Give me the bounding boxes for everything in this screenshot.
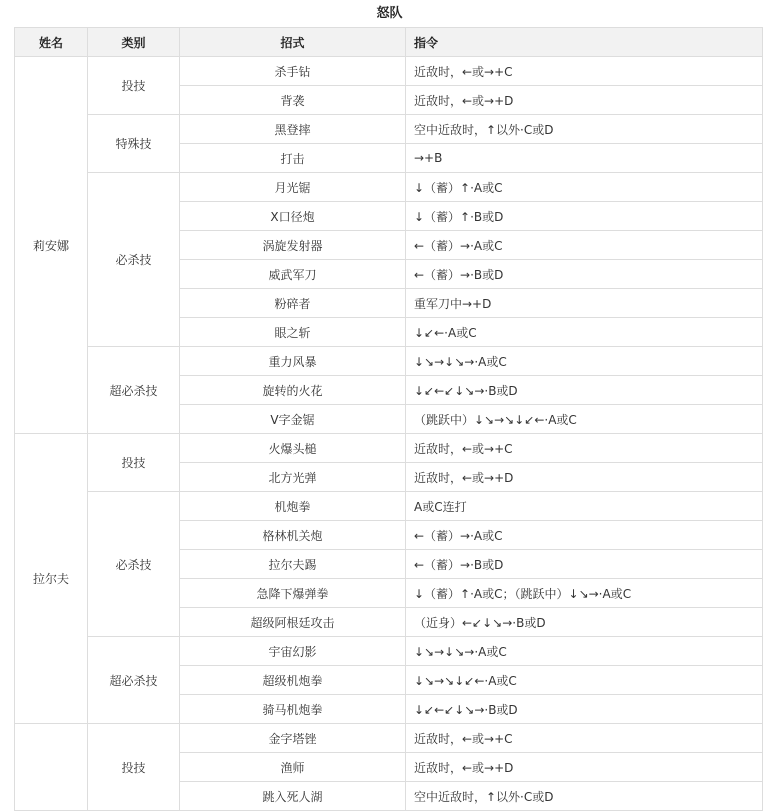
- command-cell: ←（蓄）→·A或C: [406, 231, 763, 260]
- command-cell: ←（蓄）→·B或D: [406, 260, 763, 289]
- command-cell: ↓↙←·A或C: [406, 318, 763, 347]
- header-move: 招式: [180, 28, 406, 57]
- command-cell: ←（蓄）→·A或C: [406, 521, 763, 550]
- command-cell: ↓↙←↙↓↘→·B或D: [406, 695, 763, 724]
- table-row: [15, 115, 763, 144]
- move-name-cell: 涡旋发射器: [180, 231, 406, 260]
- command-cell: 近敌时，←或→+C: [406, 57, 763, 86]
- command-cell: 重军刀中→+D: [406, 289, 763, 318]
- move-name-cell: 背袭: [180, 86, 406, 115]
- move-name-cell: 超级阿根廷攻击: [180, 608, 406, 637]
- move-name-cell: 格林机关炮: [180, 521, 406, 550]
- move-name-cell: 杀手钻: [180, 57, 406, 86]
- move-name-cell: 拉尔夫踢: [180, 550, 406, 579]
- category-cell: 超必杀技: [88, 637, 180, 724]
- table-caption: 怒队: [376, 6, 403, 21]
- category-cell: 投技: [88, 724, 180, 811]
- character-name-cell: 莉安娜: [15, 57, 88, 434]
- command-cell: 近敌时，←或→+C: [406, 724, 763, 753]
- category-cell: 超必杀技: [88, 347, 180, 434]
- command-cell: 近敌时，←或→+D: [406, 753, 763, 782]
- command-cell: 空中近敌时，↑以外·C或D: [406, 115, 763, 144]
- category-cell: 必杀技: [88, 492, 180, 637]
- move-list-body: [15, 57, 763, 811]
- header-category: 类别: [88, 28, 180, 57]
- command-cell: →+B: [406, 144, 763, 173]
- command-cell: 近敌时，←或→+C: [406, 434, 763, 463]
- command-cell: A或C连打: [406, 492, 763, 521]
- table-row: [15, 637, 763, 666]
- character-name-cell: 拉尔夫: [15, 434, 88, 724]
- move-name-cell: 眼之斩: [180, 318, 406, 347]
- table-row: [15, 492, 763, 521]
- command-cell: ↓↘→↓↘→·A或C: [406, 347, 763, 376]
- table-row: [15, 724, 763, 753]
- move-name-cell: 超级机炮拳: [180, 666, 406, 695]
- character-name-cell: [15, 724, 88, 811]
- category-cell: 投技: [88, 434, 180, 492]
- move-name-cell: 急降下爆弹拳: [180, 579, 406, 608]
- move-name-cell: 跳入死人湖: [180, 782, 406, 811]
- move-name-cell: 月光锯: [180, 173, 406, 202]
- command-cell: ↓（蓄）↑·A或C；（跳跃中）↓↘→·A或C: [406, 579, 763, 608]
- header-command: 指令: [406, 28, 763, 57]
- command-cell: 近敌时，←或→+D: [406, 463, 763, 492]
- category-cell: 投技: [88, 57, 180, 115]
- table-row: [15, 57, 763, 86]
- command-cell: ←（蓄）→·B或D: [406, 550, 763, 579]
- command-cell: 空中近敌时，↑以外·C或D: [406, 782, 763, 811]
- move-name-cell: 骑马机炮拳: [180, 695, 406, 724]
- move-name-cell: 旋转的火花: [180, 376, 406, 405]
- move-name-cell: V字金锯: [180, 405, 406, 434]
- category-cell: 必杀技: [88, 173, 180, 347]
- table-row: [15, 434, 763, 463]
- command-cell: ↓↙←↙↓↘→·B或D: [406, 376, 763, 405]
- table-row: [15, 173, 763, 202]
- move-name-cell: 机炮拳: [180, 492, 406, 521]
- move-name-cell: 黑登摔: [180, 115, 406, 144]
- move-name-cell: 北方光弹: [180, 463, 406, 492]
- move-name-cell: 火爆头槌: [180, 434, 406, 463]
- command-cell: ↓（蓄）↑·B或D: [406, 202, 763, 231]
- move-list-table: [14, 27, 763, 811]
- move-name-cell: X口径炮: [180, 202, 406, 231]
- category-cell: 特殊技: [88, 115, 180, 173]
- command-cell: （近身）←↙↓↘→·B或D: [406, 608, 763, 637]
- header-name: 姓名: [15, 28, 88, 57]
- move-name-cell: 威武军刀: [180, 260, 406, 289]
- move-name-cell: 渔师: [180, 753, 406, 782]
- table-row: [15, 347, 763, 376]
- command-cell: ↓↘→↘↓↙←·A或C: [406, 666, 763, 695]
- move-name-cell: 重力风暴: [180, 347, 406, 376]
- command-cell: ↓↘→↓↘→·A或C: [406, 637, 763, 666]
- move-name-cell: 打击: [180, 144, 406, 173]
- move-name-cell: 宇宙幻影: [180, 637, 406, 666]
- command-cell: ↓（蓄）↑·A或C: [406, 173, 763, 202]
- command-cell: （跳跃中）↓↘→↘↓↙←·A或C: [406, 405, 763, 434]
- command-cell: 近敌时，←或→+D: [406, 86, 763, 115]
- move-name-cell: 金字塔锉: [180, 724, 406, 753]
- header-row: [15, 28, 763, 57]
- move-name-cell: 粉碎者: [180, 289, 406, 318]
